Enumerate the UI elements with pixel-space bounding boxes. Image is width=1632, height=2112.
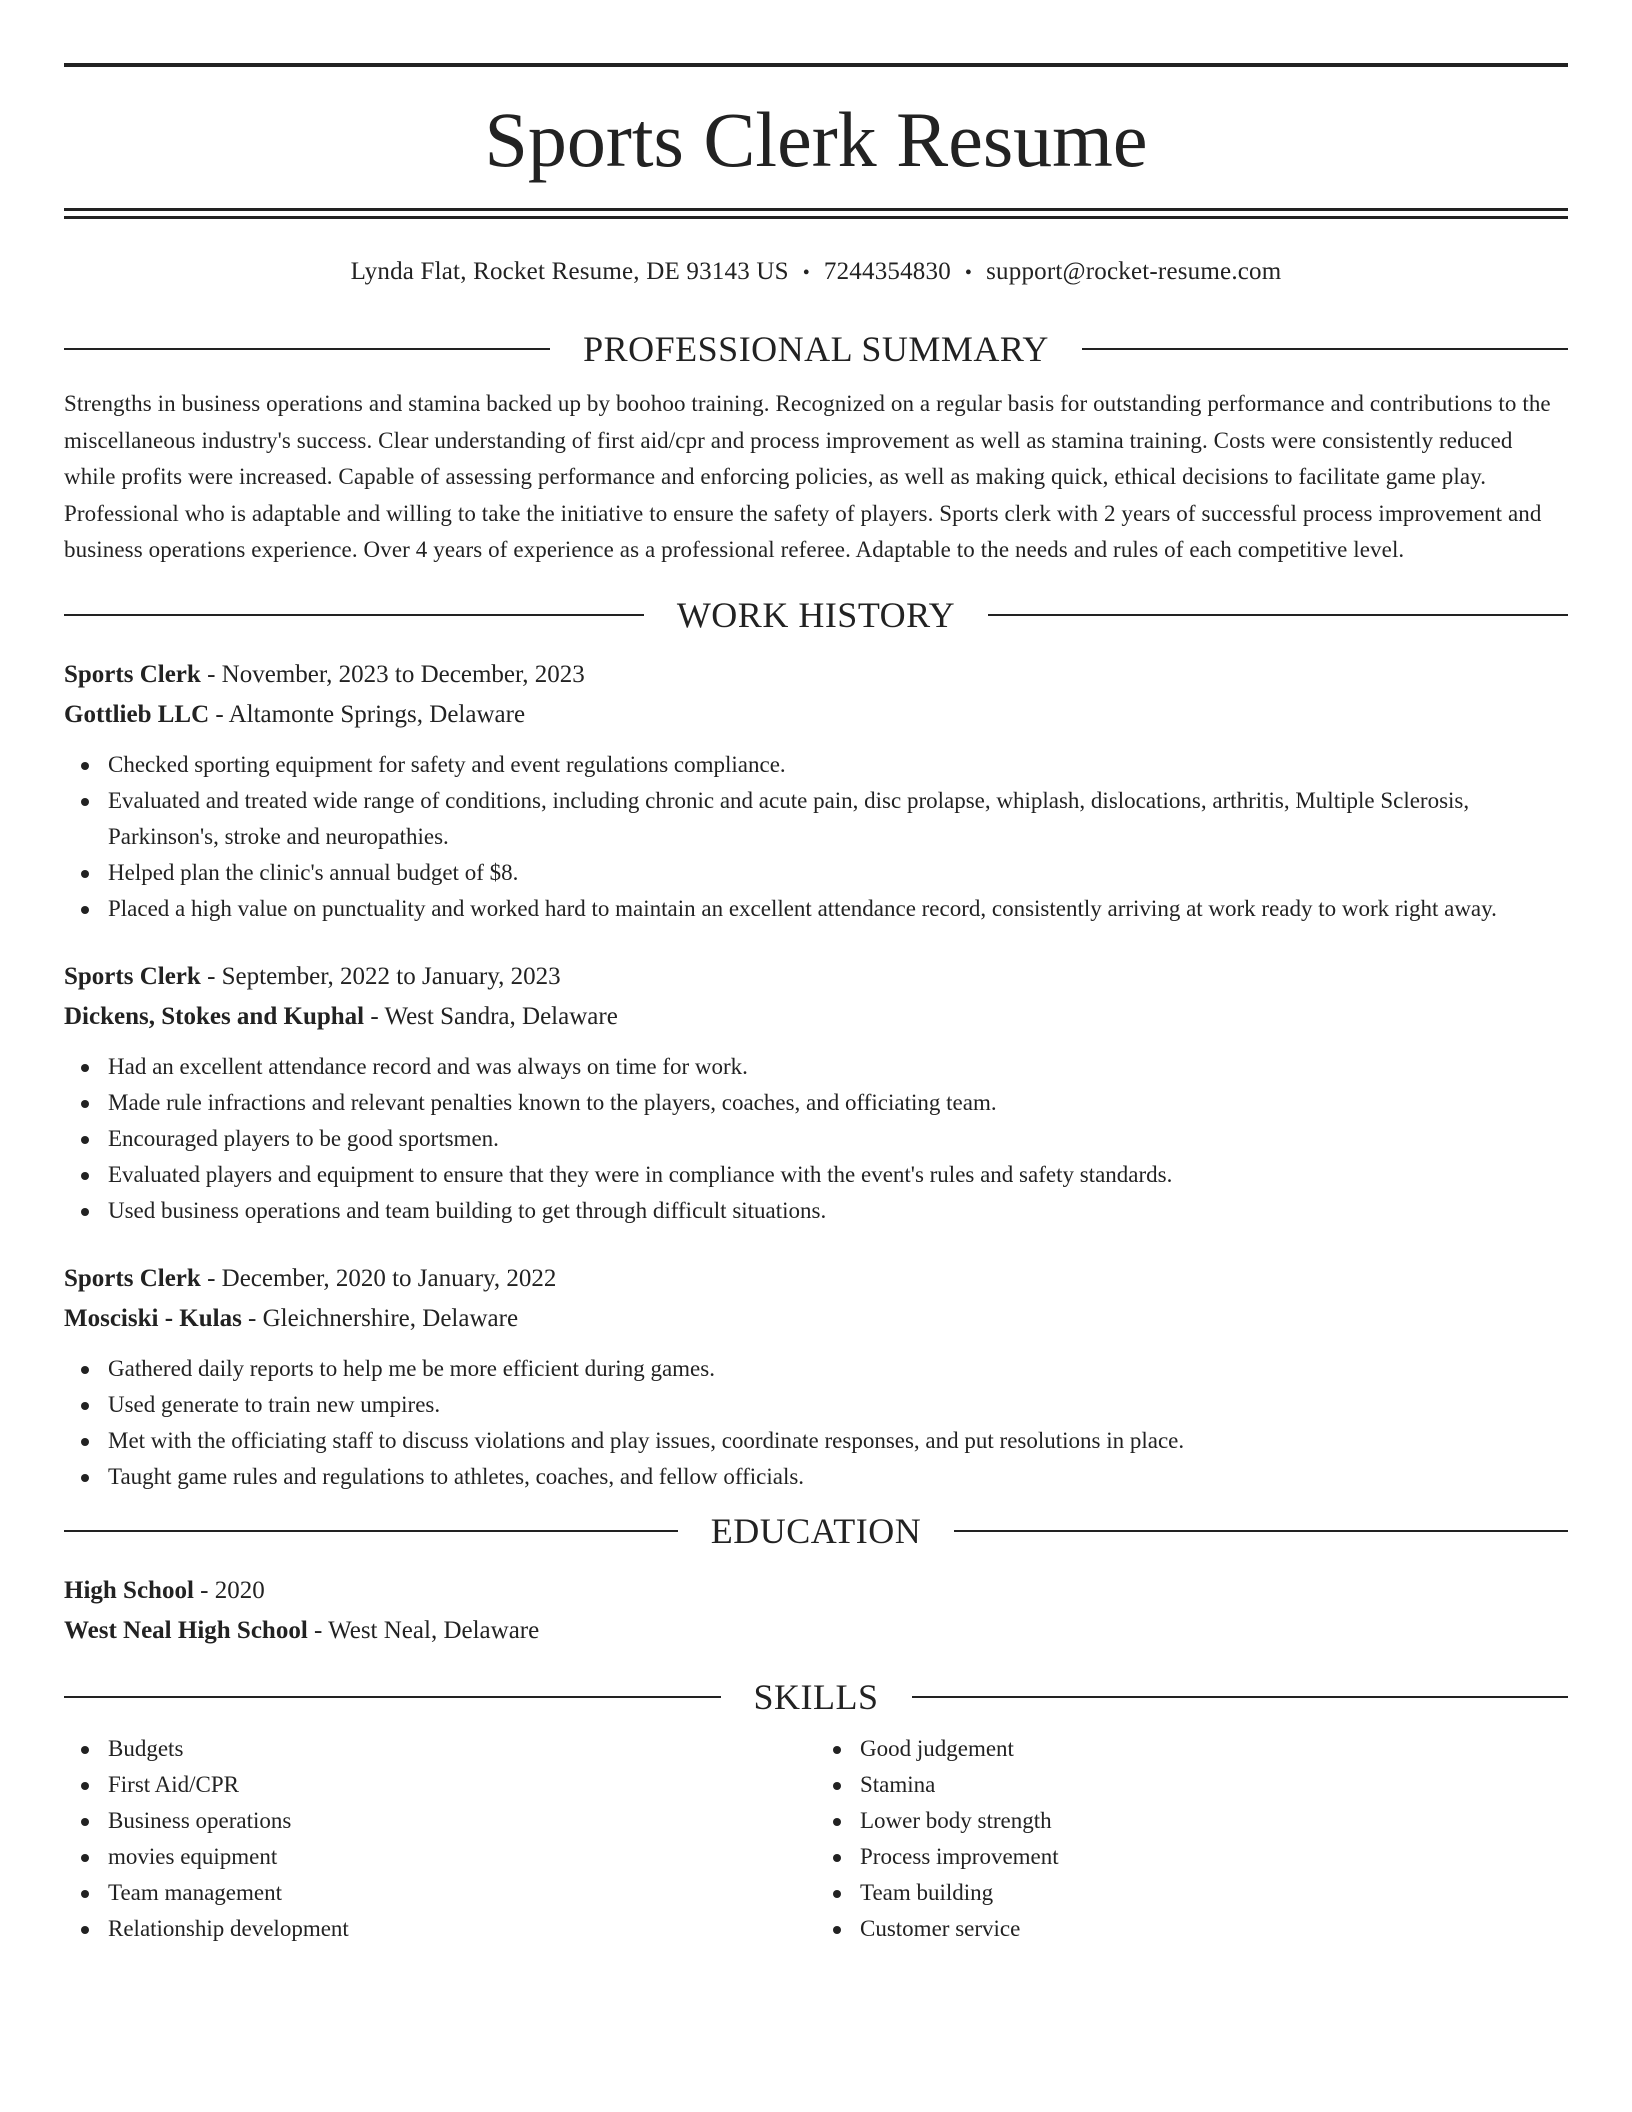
job-title-line [64,655,1568,695]
skill-item: Good judgement [816,1731,1568,1767]
skills-column-left [64,1731,816,1947]
job-location: - West Sandra, Delaware [364,1002,618,1030]
job-company: Mosciski - Kulas [64,1304,242,1332]
contact-email: support@rocket-resume.com [986,258,1282,285]
job-bullet: Evaluated and treated wide range of conditions, including chronic and acute pain, disc prolapse, whiplash, dislocations, arthritis, Multiple Sclerosis, Parkinson's, stroke and neuropathies. [64,783,1568,855]
heading-rule [1082,348,1568,350]
job-bullets [64,1351,1568,1495]
job-company: Dickens, Stokes and Kuphal [64,1002,365,1030]
skill-item: Business operations [64,1803,816,1839]
heading-rule [64,614,644,616]
section-title: SKILLS [753,1676,879,1717]
education-degree: High School [64,1576,194,1604]
education-entry [64,1571,1568,1651]
section-title: WORK HISTORY [676,594,956,635]
job-bullet: Evaluated players and equipment to ensure that they were in compliance with the event's rules and safety standards. [64,1157,1568,1193]
job-bullet: Taught game rules and regulations to athletes, coaches, and fellow officials. [64,1459,1568,1495]
education-year: - 2020 [193,1576,265,1604]
skill-item: Relationship development [64,1911,816,1947]
title-double-rule [64,208,1568,219]
contact-separator: • [964,262,973,284]
job-bullet: Placed a high value on punctuality and worked hard to maintain an excellent attendance record, consistently arriving at work ready to work right away. [64,891,1568,927]
education-location: - West Neal, Delaware [307,1616,540,1644]
heading-rule [64,348,550,350]
job-bullets [64,1049,1568,1229]
job-bullets [64,747,1568,927]
skills-column-right [816,1731,1568,1947]
job-entry [64,655,1568,927]
skill-item: Stamina [816,1767,1568,1803]
job-title: Sports Clerk [64,660,201,688]
job-bullet: Used business operations and team building to get through difficult situations. [64,1193,1568,1229]
job-title: Sports Clerk [64,1264,201,1292]
skill-item: movies equipment [64,1839,816,1875]
job-title: Sports Clerk [64,962,201,990]
job-bullet: Had an excellent attendance record and was always on time for work. [64,1049,1568,1085]
skill-item: Process improvement [816,1839,1568,1875]
skill-item: Lower body strength [816,1803,1568,1839]
job-bullet: Encouraged players to be good sportsmen. [64,1121,1568,1157]
section-title: PROFESSIONAL SUMMARY [583,329,1049,369]
education-school-line [64,1611,1568,1651]
job-location: - Gleichnershire, Delaware [241,1304,519,1332]
contact-phone: 7244354830 [823,258,951,285]
heading-rule [912,1696,1569,1698]
job-company-line [64,997,1568,1037]
skill-item: First Aid/CPR [64,1767,816,1803]
job-company-line [64,695,1568,735]
contact-separator: • [802,262,810,284]
job-dates: - November, 2023 to December, 2023 [200,660,585,688]
skill-item: Team management [64,1875,816,1911]
section-heading-skills [64,1675,1568,1719]
skill-item: Customer service [816,1911,1568,1947]
job-entry [64,1259,1568,1495]
job-company: Gottlieb LLC [64,700,210,728]
skills-grid [64,1731,1568,1947]
job-dates: - September, 2022 to January, 2023 [200,962,561,990]
job-title-line [64,1259,1568,1299]
job-bullet: Gathered daily reports to help me be more efficient during games. [64,1351,1568,1387]
job-company-line [64,1299,1568,1339]
contact-line [64,257,1568,287]
job-bullet: Made rule infractions and relevant penalties known to the players, coaches, and officiating team. [64,1085,1568,1121]
heading-rule [954,1530,1568,1532]
job-bullet: Helped plan the clinic's annual budget of $8. [64,855,1568,891]
section-heading-education [64,1509,1568,1553]
job-title-line [64,957,1568,997]
job-dates: - December, 2020 to January, 2022 [200,1264,557,1292]
job-bullet: Used generate to train new umpires. [64,1387,1568,1423]
summary-paragraph: Strengths in business operations and stamina backed up by boohoo training. Recognized on a regular basis for outstanding performance and contributions to the miscellaneous industry's success. Clear understanding of first aid/cpr and process improvement as well as stamina training. Costs were consistently reduced while profits were increased. Capable of assessing performance and enforcing policies, as well as making quick, ethical decisions to facilitate game play. Professional who is adaptable and willing to take the initiative to ensure the safety of players. Sports clerk with 2 years of successful process improvement and business operations experience. Over 4 years of experience as a professional referee. Adaptable to the needs and rules of each competitive level. [64,391,1551,562]
education-school: West Neal High School [64,1616,308,1644]
section-title: EDUCATION [710,1510,922,1551]
skill-item: Budgets [64,1731,816,1767]
heading-rule [988,614,1568,616]
job-entry [64,957,1568,1229]
heading-rule [64,1530,678,1532]
job-bullet: Met with the officiating staff to discuss violations and play issues, coordinate responses, and put resolutions in place. [64,1423,1568,1459]
job-location: - Altamonte Springs, Delaware [209,700,526,728]
resume-title: Sports Clerk Resume [484,96,1148,183]
education-degree-line [64,1571,1568,1611]
section-heading-work [64,593,1568,637]
contact-address: Lynda Flat, Rocket Resume, DE 93143 US [350,258,789,285]
section-heading-summary [64,327,1568,371]
skill-item: Team building [816,1875,1568,1911]
job-bullet: Checked sporting equipment for safety and event regulations compliance. [64,747,1568,783]
heading-rule [64,1696,721,1698]
